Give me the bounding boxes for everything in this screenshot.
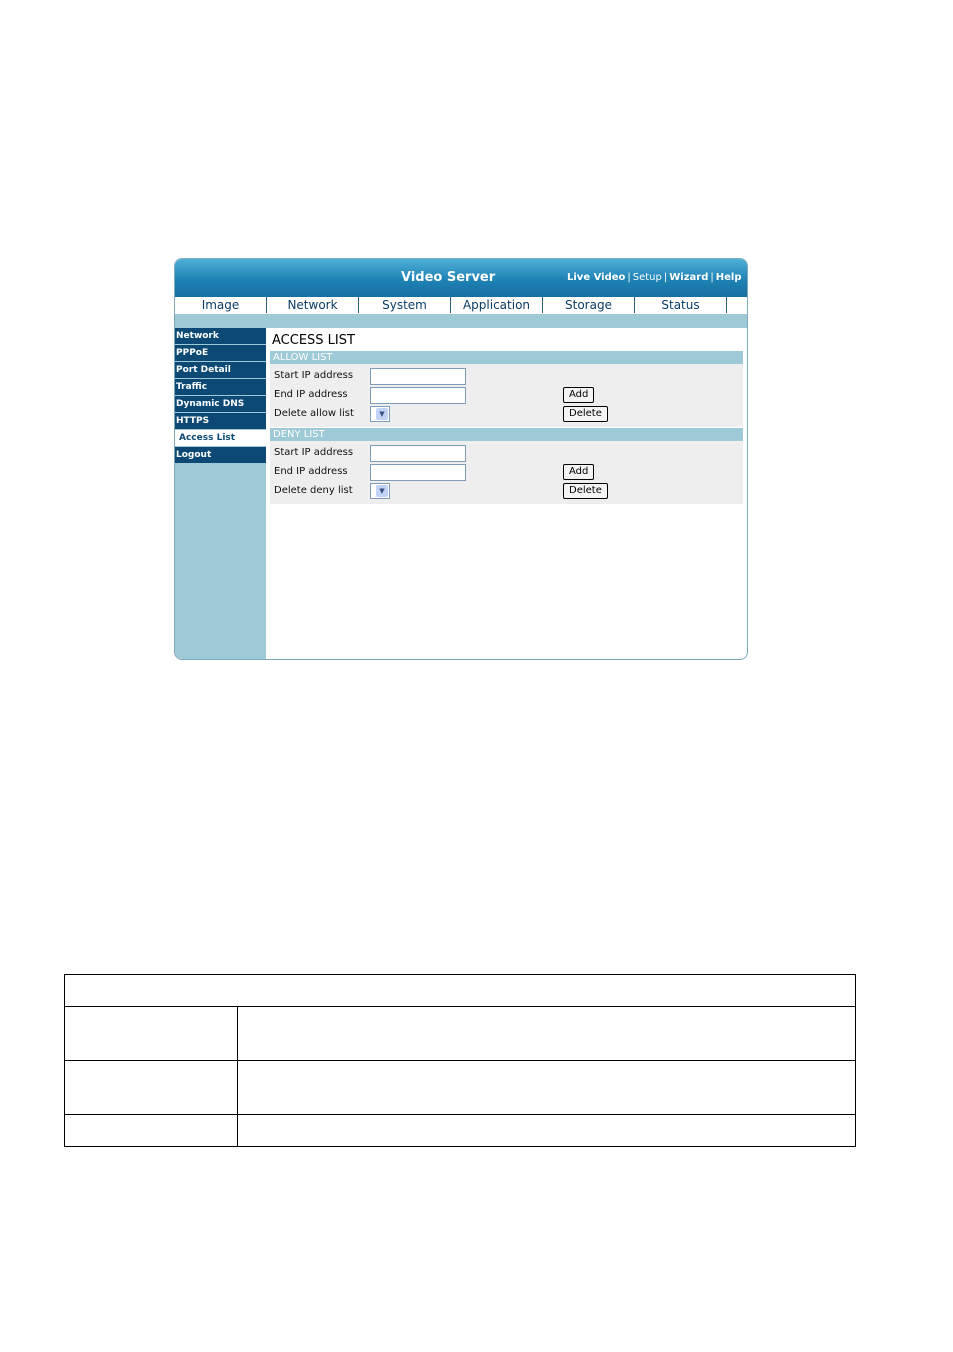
separator: | [663, 272, 668, 283]
deny-start-ip-input[interactable] [370, 445, 466, 462]
deny-end-ip-input[interactable] [370, 464, 466, 481]
sidebar-item-https[interactable]: HTTPS [175, 413, 266, 429]
tab-system[interactable]: System [359, 297, 451, 313]
page-title: ACCESS LIST [272, 333, 355, 348]
separator: | [710, 272, 714, 283]
allow-end-label: End IP address [274, 389, 348, 400]
deny-start-label: Start IP address [274, 447, 354, 458]
table-cell [65, 1007, 238, 1061]
live-video-link[interactable]: Live Video [567, 272, 626, 283]
help-link[interactable]: Help [715, 272, 742, 283]
allow-add-button[interactable]: Add [563, 387, 594, 403]
allow-start-ip-input[interactable] [370, 368, 466, 385]
deny-add-button[interactable]: Add [563, 464, 594, 480]
table-cell [238, 1115, 856, 1147]
sidebar-item-access-list[interactable]: Access List [175, 430, 266, 446]
deny-start-row [270, 444, 743, 463]
description-table [64, 974, 856, 1147]
sidebar-item-dynamic-dns[interactable]: Dynamic DNS [175, 396, 266, 412]
header-bar [175, 259, 747, 298]
top-links [567, 272, 742, 283]
chevron-down-icon: ▼ [376, 485, 388, 497]
table-cell [238, 1061, 856, 1115]
separator: | [627, 272, 631, 283]
table-row [65, 1007, 856, 1061]
table-cell [238, 1007, 856, 1061]
tab-application[interactable]: Application [451, 297, 543, 313]
sidebar-item-logout[interactable]: Logout [175, 447, 266, 463]
allow-list-section [270, 364, 743, 427]
deny-delete-label: Delete deny list [274, 485, 353, 496]
allow-end-row [270, 386, 743, 405]
sidebar-item-traffic[interactable]: Traffic [175, 379, 266, 395]
allow-list-header: ALLOW LIST [270, 351, 743, 364]
deny-list-header: DENY LIST [270, 428, 743, 441]
app-title: Video Server [401, 270, 496, 285]
wizard-link[interactable]: Wizard [669, 272, 709, 283]
chevron-down-icon: ▼ [376, 408, 388, 420]
allow-end-ip-input[interactable] [370, 387, 466, 404]
deny-list-select[interactable] [370, 483, 390, 499]
table-row [65, 1115, 856, 1147]
deny-list-section [270, 441, 743, 504]
allow-delete-button[interactable]: Delete [563, 406, 608, 422]
allow-start-row [270, 367, 743, 386]
allow-delete-label: Delete allow list [274, 408, 354, 419]
table-row [65, 1061, 856, 1115]
table-cell [65, 1115, 238, 1147]
allow-start-label: Start IP address [274, 370, 354, 381]
table-header-cell [65, 975, 856, 1007]
deny-delete-button[interactable]: Delete [563, 483, 608, 499]
tab-status[interactable]: Status [635, 297, 727, 313]
allow-list-select[interactable] [370, 406, 390, 422]
allow-delete-row [270, 405, 743, 424]
video-server-window [174, 258, 748, 660]
sidebar [175, 328, 266, 660]
tab-band [175, 314, 747, 328]
table-row [65, 975, 856, 1007]
tab-storage[interactable]: Storage [543, 297, 635, 313]
table-cell [65, 1061, 238, 1115]
sidebar-item-network[interactable]: Network [175, 328, 266, 344]
tab-image[interactable]: Image [175, 297, 267, 313]
sidebar-item-pppoe[interactable]: PPPoE [175, 345, 266, 361]
deny-end-row [270, 463, 743, 482]
deny-end-label: End IP address [274, 466, 348, 477]
setup-link[interactable]: Setup [632, 272, 662, 283]
tab-network[interactable]: Network [267, 297, 359, 313]
main-tabs [175, 297, 747, 315]
deny-delete-row [270, 482, 743, 501]
sidebar-item-port-detail[interactable]: Port Detail [175, 362, 266, 378]
